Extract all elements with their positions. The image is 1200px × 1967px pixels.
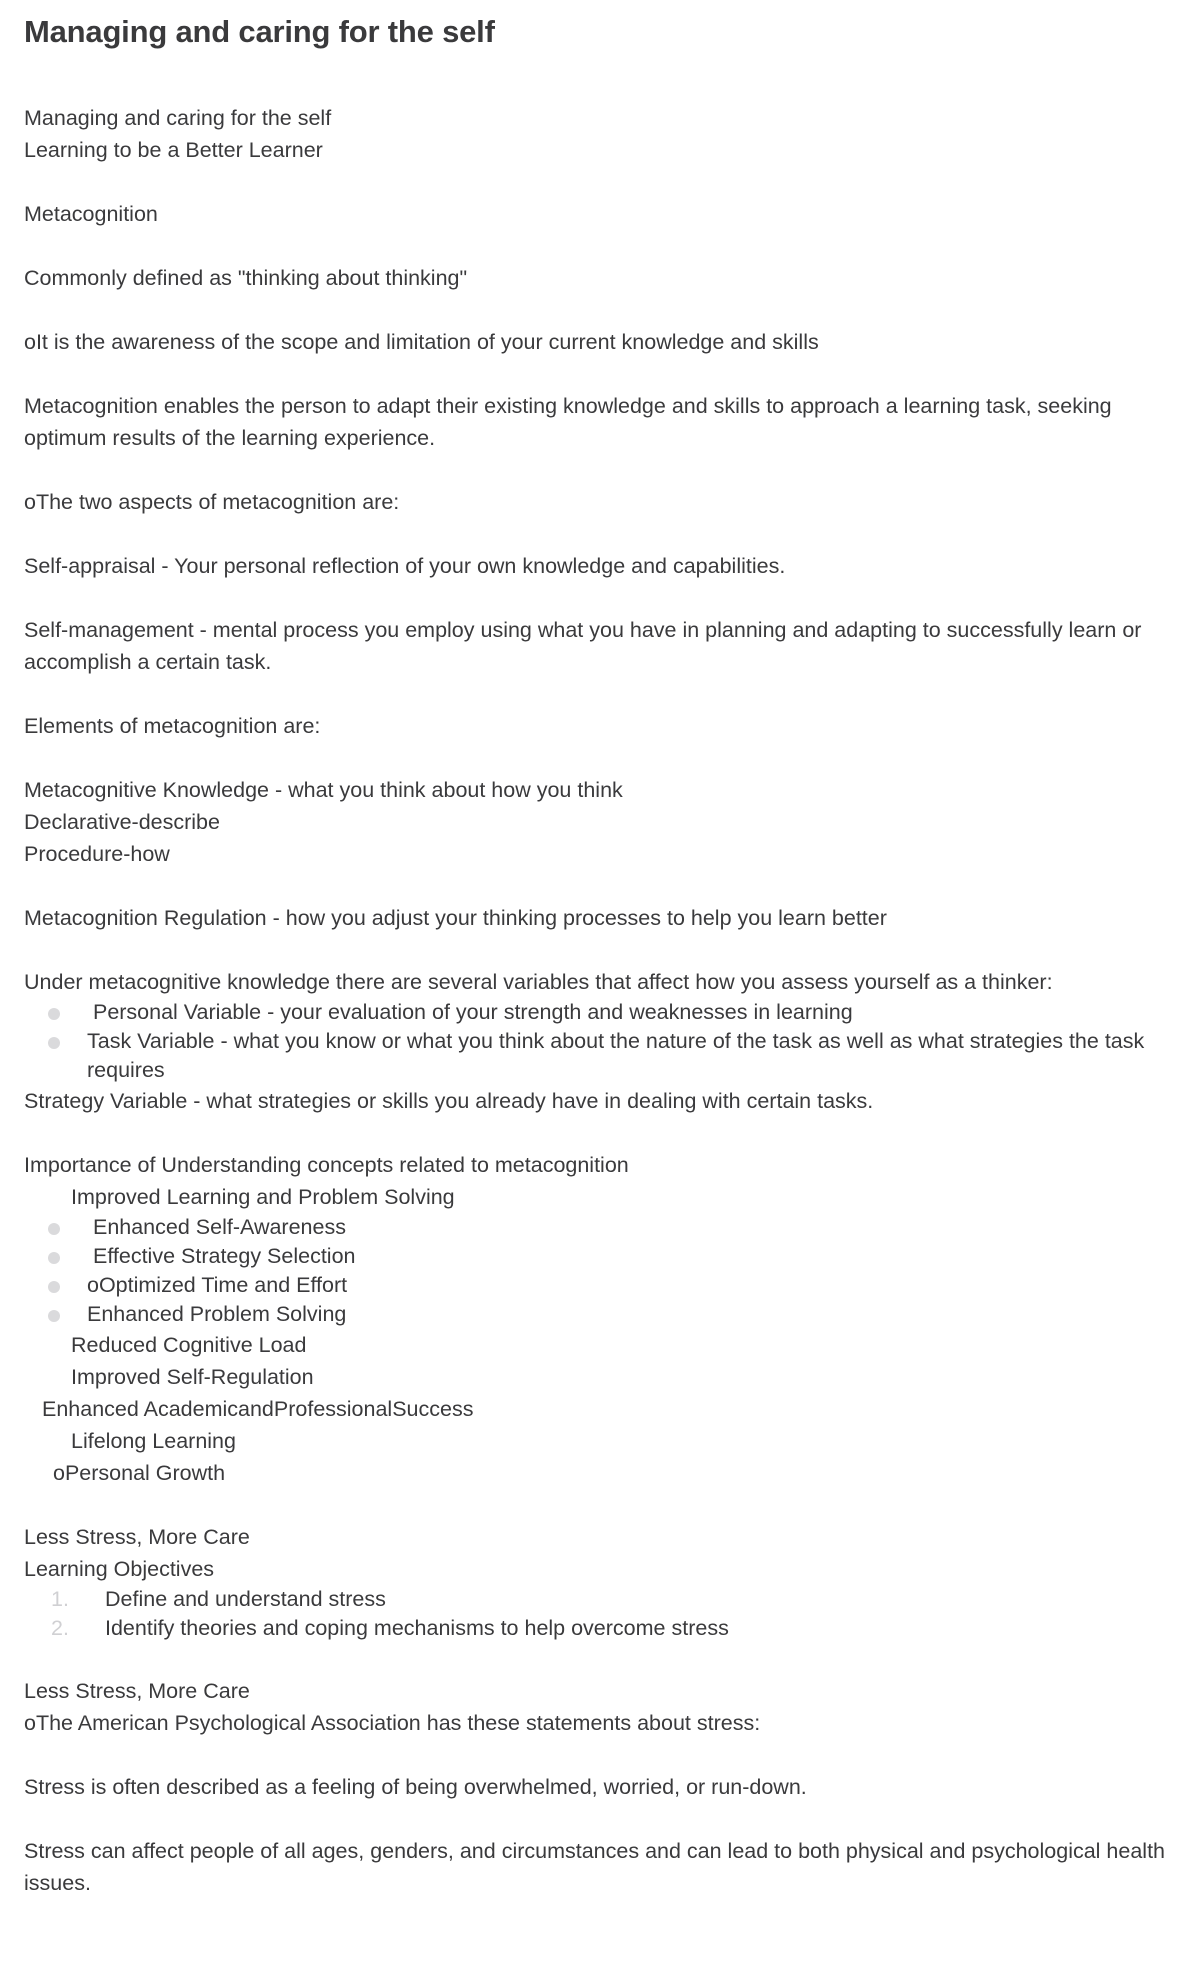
indented-line: oPersonal Growth [53,1461,226,1485]
paragraph: Metacognition [24,202,158,226]
paragraph: Declarative-describe [24,810,220,834]
indented-line: Lifelong Learning [71,1429,236,1453]
note-title: Managing and caring for the self [24,14,495,49]
numbered-item [24,1614,1176,1643]
paragraph: Stress can affect people of all ages, genders, and circumstances and can lead to both physical and psychological health issues. [24,1839,1166,1895]
paragraph: Commonly defined as "thinking about thinking" [24,266,468,290]
bullet-dot-icon [48,1008,60,1020]
indented-line: Improved Self-Regulation [71,1365,314,1389]
bullet-item [24,1271,1176,1300]
note-body[interactable] [24,102,1176,1899]
bullet-text: Enhanced Self-Awareness [87,1215,346,1239]
paragraph: Less Stress, More Care [24,1525,250,1549]
paragraph: Metacognitive Knowledge - what you think about how you think [24,778,623,802]
numbered-text: Define and understand stress [105,1587,386,1611]
paragraph: Less Stress, More Care [24,1679,250,1703]
bullet-dot-icon [48,1037,60,1049]
bullet-text: Personal Variable - your evaluation of your strength and weaknesses in learning [87,1000,853,1024]
paragraph: Metacognition Regulation - how you adjust your thinking processes to help you learn better [24,906,887,930]
paragraph: Self-management - mental process you employ using what you have in planning and adapting to successfully learn or accomplish a certain task. [24,618,1142,674]
bullet-dot-icon [48,1252,60,1264]
bullet-dot-icon [48,1281,60,1293]
bullet-text: oOptimized Time and Effort [87,1273,348,1297]
paragraph: Importance of Understanding concepts related to metacognition [24,1153,629,1177]
bullet-text: Enhanced Problem Solving [87,1302,347,1326]
bullet-item [24,1213,1176,1242]
paragraph: oThe American Psychological Association has these statements about stress: [24,1711,761,1735]
bullet-item [24,1242,1176,1271]
paragraph: Learning Objectives [24,1557,215,1581]
bullet-item [24,1300,1176,1329]
paragraph: oThe two aspects of metacognition are: [24,490,400,514]
numbered-text: Identify theories and coping mechanisms to help overcome stress [105,1616,729,1640]
bullet-item [24,1027,1176,1085]
bullet-dot-icon [48,1223,60,1235]
bullet-text: Task Variable - what you know or what you think about the nature of the task as well as what strategies the task requires [87,1029,1145,1082]
paragraph: Metacognition enables the person to adapt their existing knowledge and skills to approach a learning task, seeking optimum results of the learning experience. [24,394,1112,450]
numbered-item [24,1585,1176,1614]
list-number: 1. [51,1587,69,1611]
paragraph: Managing and caring for the self [24,106,332,130]
paragraph: oIt is the awareness of the scope and limitation of your current knowledge and skills [24,330,819,354]
indented-line: Improved Learning and Problem Solving [71,1185,455,1209]
indented-line: Enhanced AcademicandProfessionalSuccess [42,1397,474,1421]
list-number: 2. [51,1616,69,1640]
bullet-item [24,998,1176,1027]
paragraph: Procedure-how [24,842,170,866]
indented-line: Reduced Cognitive Load [71,1333,307,1357]
paragraph: Stress is often described as a feeling of being overwhelmed, worried, or run-down. [24,1775,807,1799]
bullet-dot-icon [48,1310,60,1322]
paragraph: Learning to be a Better Learner [24,138,323,162]
paragraph: Under metacognitive knowledge there are several variables that affect how you assess yourself as a thinker: [24,970,1053,994]
bullet-text: Effective Strategy Selection [87,1244,356,1268]
paragraph: Elements of metacognition are: [24,714,321,738]
paragraph: Strategy Variable - what strategies or skills you already have in dealing with certain tasks. [24,1089,874,1113]
paragraph: Self-appraisal - Your personal reflection of your own knowledge and capabilities. [24,554,786,578]
